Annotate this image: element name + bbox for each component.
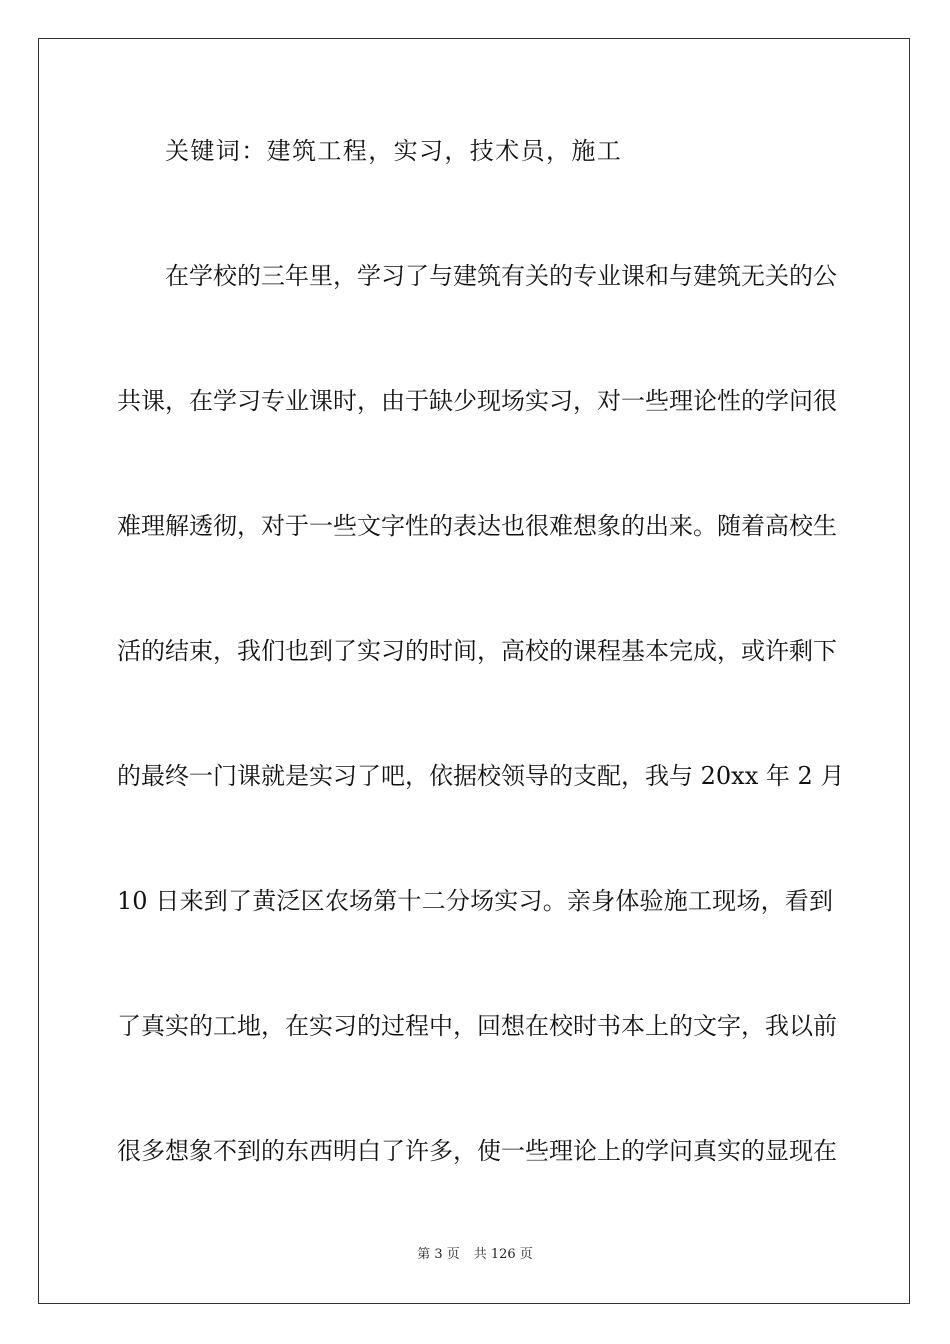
paragraph-line-7: 了真实的工地，在实习的过程中，回想在校时书本上的文字，我以前 xyxy=(117,1012,837,1040)
paragraph-line-5: 的最终一门课就是实习了吧，依据校领导的支配，我与 20xx 年 2 月 xyxy=(117,762,845,790)
paragraph-line-2: 共课，在学习专业课时，由于缺少现场实习，对一些理论性的学问很 xyxy=(117,387,837,415)
keywords-line: 关键词：建筑工程，实习，技术员，施工 xyxy=(165,137,623,165)
page-number-total: 共 126 页 xyxy=(473,1247,533,1262)
page-number-current: 第 3 页 xyxy=(417,1247,460,1262)
page-border xyxy=(38,38,910,1304)
paragraph-line-3: 难理解透彻，对于一些文字性的表达也很难想象的出来。随着高校生 xyxy=(117,512,837,540)
paragraph-line-6: 10 日来到了黄泛区农场第十二分场实习。亲身体验施工现场，看到 xyxy=(117,887,833,915)
paragraph-line-1: 在学校的三年里，学习了与建筑有关的专业课和与建筑无关的公 xyxy=(165,262,837,290)
paragraph-line-4: 活的结束，我们也到了实习的时间，高校的课程基本完成，或许剩下 xyxy=(117,637,837,665)
paragraph-line-8: 很多想象不到的东西明白了许多，使一些理论上的学问真实的显现在 xyxy=(117,1137,837,1165)
page-footer xyxy=(0,1246,950,1264)
